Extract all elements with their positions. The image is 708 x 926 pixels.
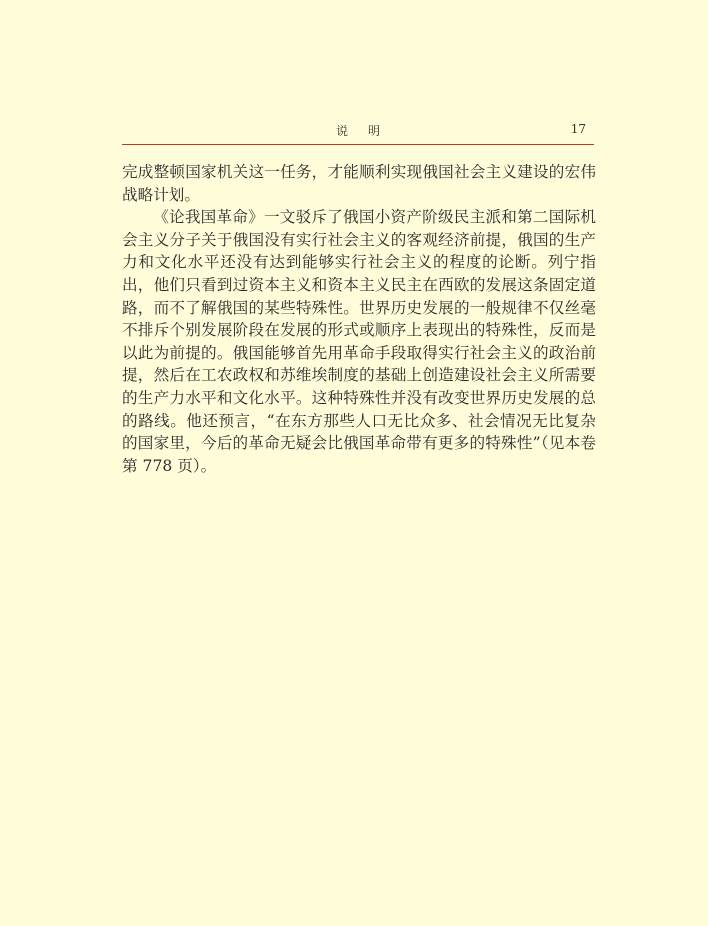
header-rule <box>122 144 594 145</box>
running-header <box>122 120 594 142</box>
body-text <box>122 161 596 477</box>
paragraph: 《论我国革命》一文驳斥了俄国小资产阶级民主派和第二国际机会主义分子关于俄国没有实行社会主义的客观经济前提，俄国的生产力和文化水平还没有达到能够实行社会主义的程度的论断。列宁指出，他们只看到过资本主义和资本主义民主在西欧的发展这条固定道路，而不了解俄国的某些特殊性。世界历史发展的一般规律不仅丝毫不排斥个别发展阶段在发展的形式或顺序上表现出的特殊性，反而是以此为前提的。俄国能够首先用革命手段取得实行社会主义的政治前提，然后在工农政权和苏维埃制度的基础上创造建设社会主义所需要的生产力水平和文化水平。这种特殊性并没有改变世界历史发展的总的路线。他还预言，“在东方那些人口无比众多、社会情况无比复杂的国家里，今后的革命无疑会比俄国革命带有更多的特殊性”（见本卷第 778 页）。 <box>122 208 596 475</box>
page-number: 17 <box>570 122 586 136</box>
paragraph-continuation: 完成整顿国家机关这一任务，才能顺利实现俄国社会主义建设的宏伟战略计划。 <box>122 163 596 204</box>
running-header-title: 说明 <box>335 124 400 138</box>
